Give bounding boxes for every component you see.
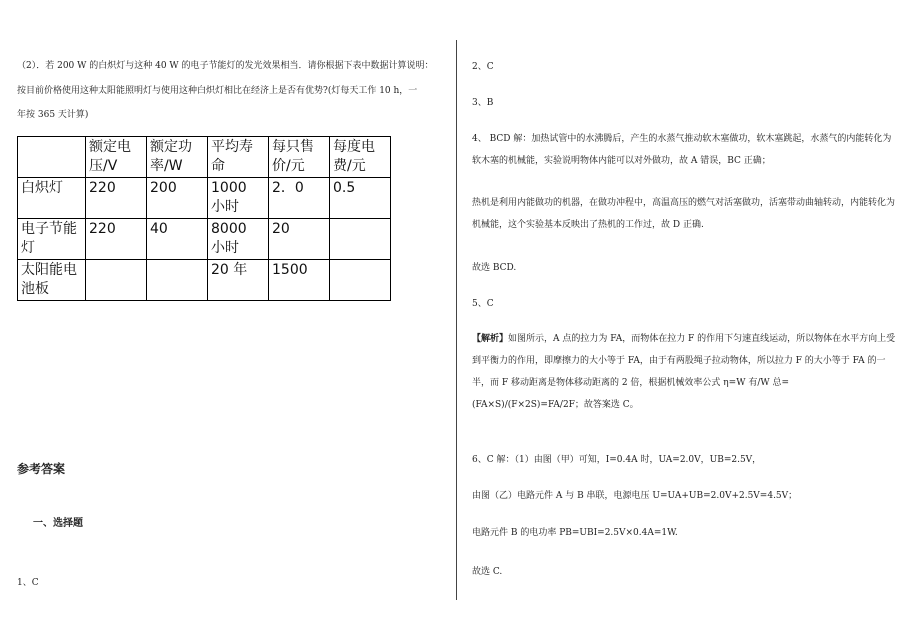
question-line-2: 按目前价格使用这种太阳能照明灯与使用这种白炽灯相比在经济上是否有优势?(灯每天工作 10 h，一 [17, 86, 418, 96]
table-cell [330, 260, 391, 301]
table-cell: 20 年 [208, 260, 269, 301]
analysis-body: 如图所示，A 点的拉力为 FA，而物体在拉力 F 的作用下匀速直线运动，所以物体在水平方向上受到平衡力的作用，即摩擦力的大小等于 FA，由于有两股绳子拉动物体，所以拉力 F 的大小等于 FA 的一半，而 F 移动距离是物体移动距离的 2 倍，根据机械效率公式 η=W 有/W 总=(FA×S)/(F×2S)=FA/2F；故答案选 C。 [472, 334, 896, 410]
table-cell: 40 [147, 219, 208, 260]
table-header-cell: 额定电压/V [86, 137, 147, 178]
table-header-cell: 平均寿命 [208, 137, 269, 178]
table-cell: 20 [269, 219, 330, 260]
question-line-3: 年按 365 天计算) [17, 110, 89, 120]
table-cell: 2．0 [269, 178, 330, 219]
answer-6-step-3: 电路元件 B 的电功率 PB=UBI=2.5V×0.4A=1W. [472, 528, 678, 538]
lamp-comparison-table [17, 136, 391, 301]
table-cell: 1500 [269, 260, 330, 301]
answer-1: 1、C [17, 578, 39, 588]
table-cell: 1000 小时 [208, 178, 269, 219]
table-cell [86, 260, 147, 301]
table-row [18, 260, 391, 301]
table-header-cell: 额定功率/W [147, 137, 208, 178]
answer-4: 4、 BCD 解：加热试管中的水沸腾后，产生的水蒸气推动软木塞做功，软木塞跳起，水蒸气的内能转化为软木塞的机械能，实验说明物体内能可以对外做功，故 A 错误，BC 正确； [472, 134, 892, 166]
table-cell: 太阳能电池板 [18, 260, 86, 301]
answer-4-explanation: 热机是利用内能做功的机器，在做功冲程中，高温高压的燃气对活塞做功，活塞带动曲轴转动，内能转化为机械能，这个实验基本反映出了热机的工作过，故 D 正确. [472, 198, 896, 230]
answer-title: 参考答案 [17, 462, 66, 476]
table-cell: 200 [147, 178, 208, 219]
table-header-cell [18, 137, 86, 178]
table-cell: 8000 小时 [208, 219, 269, 260]
table-row [18, 178, 391, 219]
answer-5: 5、C [472, 299, 494, 309]
table-cell: 220 [86, 219, 147, 260]
table-cell [330, 219, 391, 260]
answer-3: 3、B [472, 98, 494, 108]
answer-4-conclusion: 故选 BCD. [472, 263, 517, 273]
answer-6-conclusion: 故选 C. [472, 567, 503, 577]
table-header-row [18, 137, 391, 178]
table-cell [147, 260, 208, 301]
table-row [18, 219, 391, 260]
column-divider [456, 40, 457, 600]
analysis-tag: 【解析】 [472, 334, 509, 344]
table-cell: 220 [86, 178, 147, 219]
answer-5-analysis [472, 328, 896, 416]
table-cell: 0.5 [330, 178, 391, 219]
answer-6-step-2: 由图（乙）电路元件 A 与 B 串联，电源电压 U=UA+UB=2.0V+2.5V=4.5V； [472, 491, 798, 501]
section-title: 一、选择题 [33, 518, 83, 529]
answer-6: 6、C 解：（1）由图（甲）可知，I=0.4A 时，UA=2.0V，UB=2.5V， [472, 455, 762, 465]
table-cell: 电子节能灯 [18, 219, 86, 260]
answer-2: 2、C [472, 62, 494, 72]
table-cell: 白炽灯 [18, 178, 86, 219]
table-header-cell: 每只售价/元 [269, 137, 330, 178]
question-line-1: （2）．若 200 W 的白炽灯与这种 40 W 的电子节能灯的发光效果相当．请你根据下表中数据计算说明： [17, 61, 434, 71]
table-header-cell: 每度电费/元 [330, 137, 391, 178]
